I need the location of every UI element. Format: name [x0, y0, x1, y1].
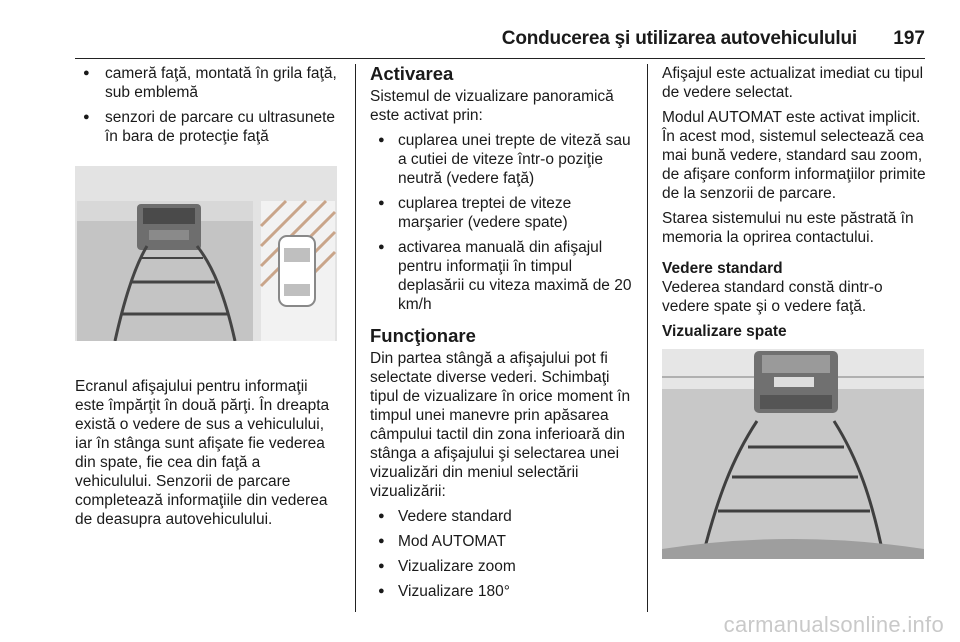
- standard-view-heading: Vedere standard: [662, 260, 783, 277]
- rear-view-illustration: [662, 349, 924, 559]
- page-number: 197: [893, 28, 925, 49]
- list-item: ● senzori de parcare cu ultrasunete în bara de protecţie faţă: [75, 108, 337, 146]
- paragraph: Modul AUTOMAT este activat implicit. În acest mod, sistemul selectează cea mai bună vedere, standard sau zoom, de afişare conform informaţiilor primite de la senzorii de parcare.: [662, 109, 926, 202]
- column-1: [75, 64, 337, 535]
- split-screen-figure: [75, 166, 337, 341]
- list-item: ● cuplarea unei trepte de viteză sau a cutiei de viteze într-o poziţie neutră (vedere faţă): [370, 131, 636, 188]
- column-2: [370, 64, 636, 607]
- list-item: ● cuplarea treptei de viteze marşarier (vedere spate): [370, 194, 636, 232]
- column-3: [662, 64, 930, 559]
- list-item: ● activarea manuală din afişajul pentru informaţii în timpul deplasării cu viteza maximă de 20 km/h: [370, 238, 636, 314]
- watermark: carmanualsonline.info: [723, 612, 944, 637]
- header-rule: [75, 58, 925, 59]
- rear-view-heading: Vizualizare spate: [662, 323, 787, 340]
- standard-view-text: Vederea standard constă dintr-o vedere spate şi o vedere faţă.: [662, 279, 883, 315]
- header-title: Conducerea şi utilizarea autovehiculului: [501, 28, 857, 49]
- activation-list: [370, 131, 636, 314]
- list-item: ● Vizualizare 180°: [370, 582, 636, 601]
- list-item: ● cameră faţă, montată în grila faţă, sub emblemă: [75, 64, 337, 102]
- list-item: ● Vizualizare zoom: [370, 557, 636, 576]
- list-item: ● Vedere standard: [370, 507, 636, 526]
- column-divider: [647, 64, 648, 612]
- paragraph: Afişajul este actualizat imediat cu tipul de vedere selectat.: [662, 65, 924, 101]
- column-divider: [355, 64, 356, 612]
- list-item: ● Mod AUTOMAT: [370, 532, 636, 551]
- activation-intro: Sistemul de vizualizare panoramică este activat prin:: [370, 88, 614, 124]
- function-heading: Funcţionare: [370, 325, 476, 346]
- activation-heading: Activarea: [370, 63, 454, 84]
- figure-caption: Ecranul afişajului pentru informaţii este împărţit în două părţi. În dreapta există o vedere de sus a vehiculului, iar în stânga sunt afişate fie vederea din spate, fie cea din faţă a vehiculului. Senzorii de parcare completează informaţiile din vederea de deasupra autovehiculului.: [75, 378, 330, 528]
- view-options-list: [370, 507, 636, 601]
- paragraph: Starea sistemului nu este păstrată în memoria la oprirea contactului.: [662, 210, 914, 246]
- rear-view-figure: [662, 349, 924, 559]
- function-text: Din partea stângă a afişajului pot fi selectate diverse vederi. Schimbaţi tipul de vizualizare în orice moment în timpul unei manevre prin apăsarea câmpului tactil din zona inferioară din stânga a afişajului şi selectarea unei vizualizări din meniul selectării vizualizării:: [370, 350, 631, 500]
- page-header: [75, 22, 925, 50]
- split-screen-illustration: [75, 166, 337, 341]
- camera-sensor-list: [75, 64, 337, 146]
